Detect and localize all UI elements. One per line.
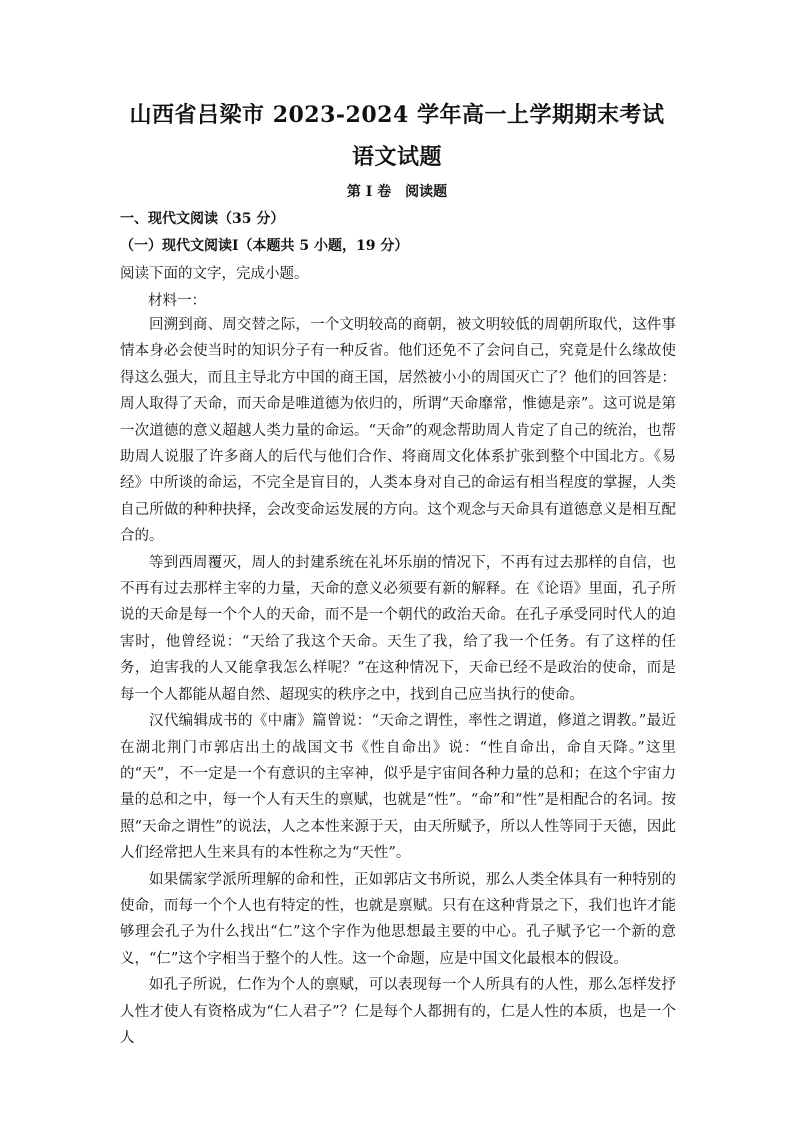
exam-title: 山西省吕梁市 2023-2024 学年高一上学期期末考试 bbox=[129, 102, 665, 128]
subsection-heading: （一）现代文阅读Ⅰ（本题共 5 小题，19 分） bbox=[120, 238, 409, 254]
paragraph: 汉代编辑成书的《中庸》篇曾说：“天命之谓性，率性之谓道，修道之谓教。”最近在湖北荆门市郭店出土的战国文书《性自命出》说：“性自命出，命自天降。”这里的“天”，不一定是一个有意识的主宰神，似乎是宇宙间各种力量的总和；在这个宇宙力量的总和之中，每一个人有天生的禀赋，也就是“性”。“命”和“性”是相配合的名词。按照“天命之谓性”的说法，人之本性来源于天，由天所赋予，所以人性等同于天德，因此人们经常把人生来具有的本性称之为“天性”。 bbox=[120, 713, 676, 862]
paragraph: 如孔子所说，仁作为个人的禀赋，可以表现每一个人所具有的人性，那么怎样发抒人性才使人有资格成为“仁人君子”？仁是每个人都拥有的，仁是人性的本质，也是一个人 bbox=[120, 977, 676, 1046]
section-heading: 一、现代文阅读（35 分） bbox=[120, 211, 285, 227]
paragraph: 回溯到商、周交替之际，一个文明较高的商朝，被文明较低的周朝所取代，这件事情本身必会使当时的知识分子有一种反省。他们还免不了会问自己，究竟是什么缘故使得这么强大，而且主导北方中国的商王国，居然被小小的周国灭亡了？他们的回答是：周人取得了天命，而天命是唯道德为依归的，所谓“天命靡常，惟德是亲”。这可说是第一次道德的意义超越人类力量的命运。“天命”的观念帮助周人肯定了自己的统治，也帮助周人说服了许多商人的后代与他们合作、将商周文化体系扩张到整个中国北方。《易经》中所谈的命运，不完全是盲目的，人类本身对自己的命运有相当程度的掌握，人类自己所做的种种抉择，会改变命运发展的方向。这个观念与天命具有道德意义是相互配合的。 bbox=[120, 317, 676, 545]
paragraph: 等到西周覆灭，周人的封建系统在礼坏乐崩的情况下，不再有过去那样的自信，也不再有过去那样主宰的力量，天命的意义必须要有新的解释。在《论语》里面，孔子所说的天命是每一个个人的天命，而不是一个朝代的政治天命。在孔子承受同时代人的迫害时，他曾经说：“天给了我这个天命。天生了我，给了我一个任务。有了这样的任务，迫害我的人又能拿我怎么样呢？”在这种情况下，天命已经不是政治的使命，而是每一个人都能从超自然、超现实的秩序之中，找到自己应当执行的使命。 bbox=[120, 554, 676, 703]
part-heading: 第 I 卷 阅读题 bbox=[346, 184, 448, 200]
reading-instruction: 阅读下面的文字，完成小题。 bbox=[120, 266, 309, 282]
material-label: 材料一： bbox=[148, 293, 206, 309]
paragraph: 如果儒家学派所理解的命和性，正如郭店文书所说，那么人类全体具有一种特别的使命，而每一个个人也有特定的性，也就是禀赋。只有在这种背景之下，我们也许才能够理会孔子为什么找出“仁”这个字作为他思想最主要的中心。孔子赋予它一个新的意义，“仁”这个字相当于整个的人性。这一个命题，应是中国文化最根本的假设。 bbox=[120, 871, 676, 967]
exam-subtitle: 语文试题 bbox=[351, 144, 442, 170]
passage-body bbox=[120, 312, 676, 1051]
